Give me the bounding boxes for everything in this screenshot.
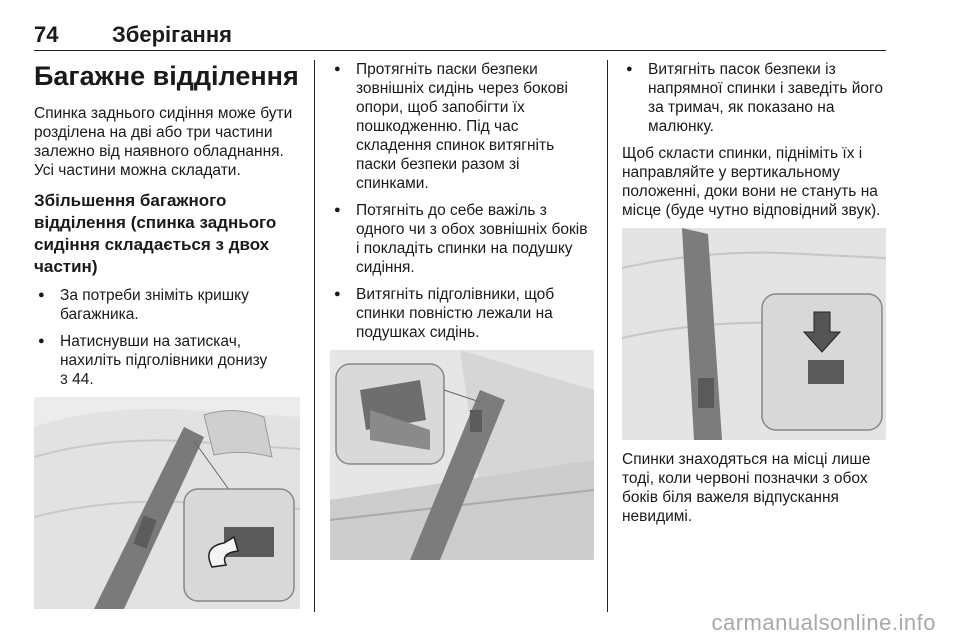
body-paragraph: Спинки знаходяться на місці лише тоді, коли червоні позначки з обох боків біля важеля відпускання невидимі. bbox=[622, 451, 871, 525]
column-divider bbox=[314, 60, 315, 612]
body-paragraph: Щоб скласти спинки, підніміть їх і направляйте у вертикальному положенні, доки вони не стануть на місце (буде чутно відповідний звук). bbox=[622, 145, 881, 219]
column-3 bbox=[622, 60, 888, 534]
list-item: ● За потреби зніміть кришку багажника. bbox=[34, 286, 302, 324]
intro-paragraph: Спинка заднього сидіння може бути розділена на дві або три частини залежно від наявного обладнання. Усі частини можна складати. bbox=[34, 105, 293, 179]
list-item: ● Протягніть паски безпеки зовнішніх сидінь через бокові опори, щоб запобігти їх пошкодженню. Під час складення спинок витягніть паски безпеки разом зі спинками. bbox=[330, 60, 594, 193]
list-item: ● Витягніть підголівники, щоб спинки повністю лежали на подушках сидінь. bbox=[330, 285, 594, 342]
seatback-lock-illustration bbox=[622, 228, 886, 440]
column-2 bbox=[330, 60, 594, 560]
instruction-list bbox=[622, 60, 888, 136]
headrest-illustration bbox=[34, 397, 300, 609]
page-reference-arrow-icon: 3 bbox=[60, 371, 68, 387]
header-rule bbox=[34, 50, 886, 51]
column-1 bbox=[34, 60, 302, 609]
instruction-list bbox=[330, 60, 594, 342]
instruction-list bbox=[34, 286, 302, 389]
list-item bbox=[34, 332, 302, 389]
watermark: carmanualsonline.info bbox=[711, 610, 936, 635]
page-reference: 44. bbox=[72, 371, 94, 388]
list-item: ● Потягніть до себе важіль з одного чи з обох зовнішніх боків і покладіть спинки на подушку сидіння. bbox=[330, 201, 594, 277]
list-item: ● Витягніть пасок безпеки із напрямної спинки і заведіть його за тримач, як показано на малюнку. bbox=[622, 60, 888, 136]
seatbelt-guide-illustration bbox=[330, 350, 594, 560]
page-number: 74 bbox=[34, 22, 59, 47]
column-divider bbox=[607, 60, 608, 612]
list-item-text: Натиснувши на затискач, нахиліть підголівники донизу bbox=[60, 333, 268, 369]
page-title: Багажне відділення bbox=[34, 61, 299, 91]
subheading: Збільшення багажного відділення (спинка заднього сидіння складається з двох частин) bbox=[34, 191, 277, 276]
running-header: Зберігання bbox=[112, 22, 232, 47]
